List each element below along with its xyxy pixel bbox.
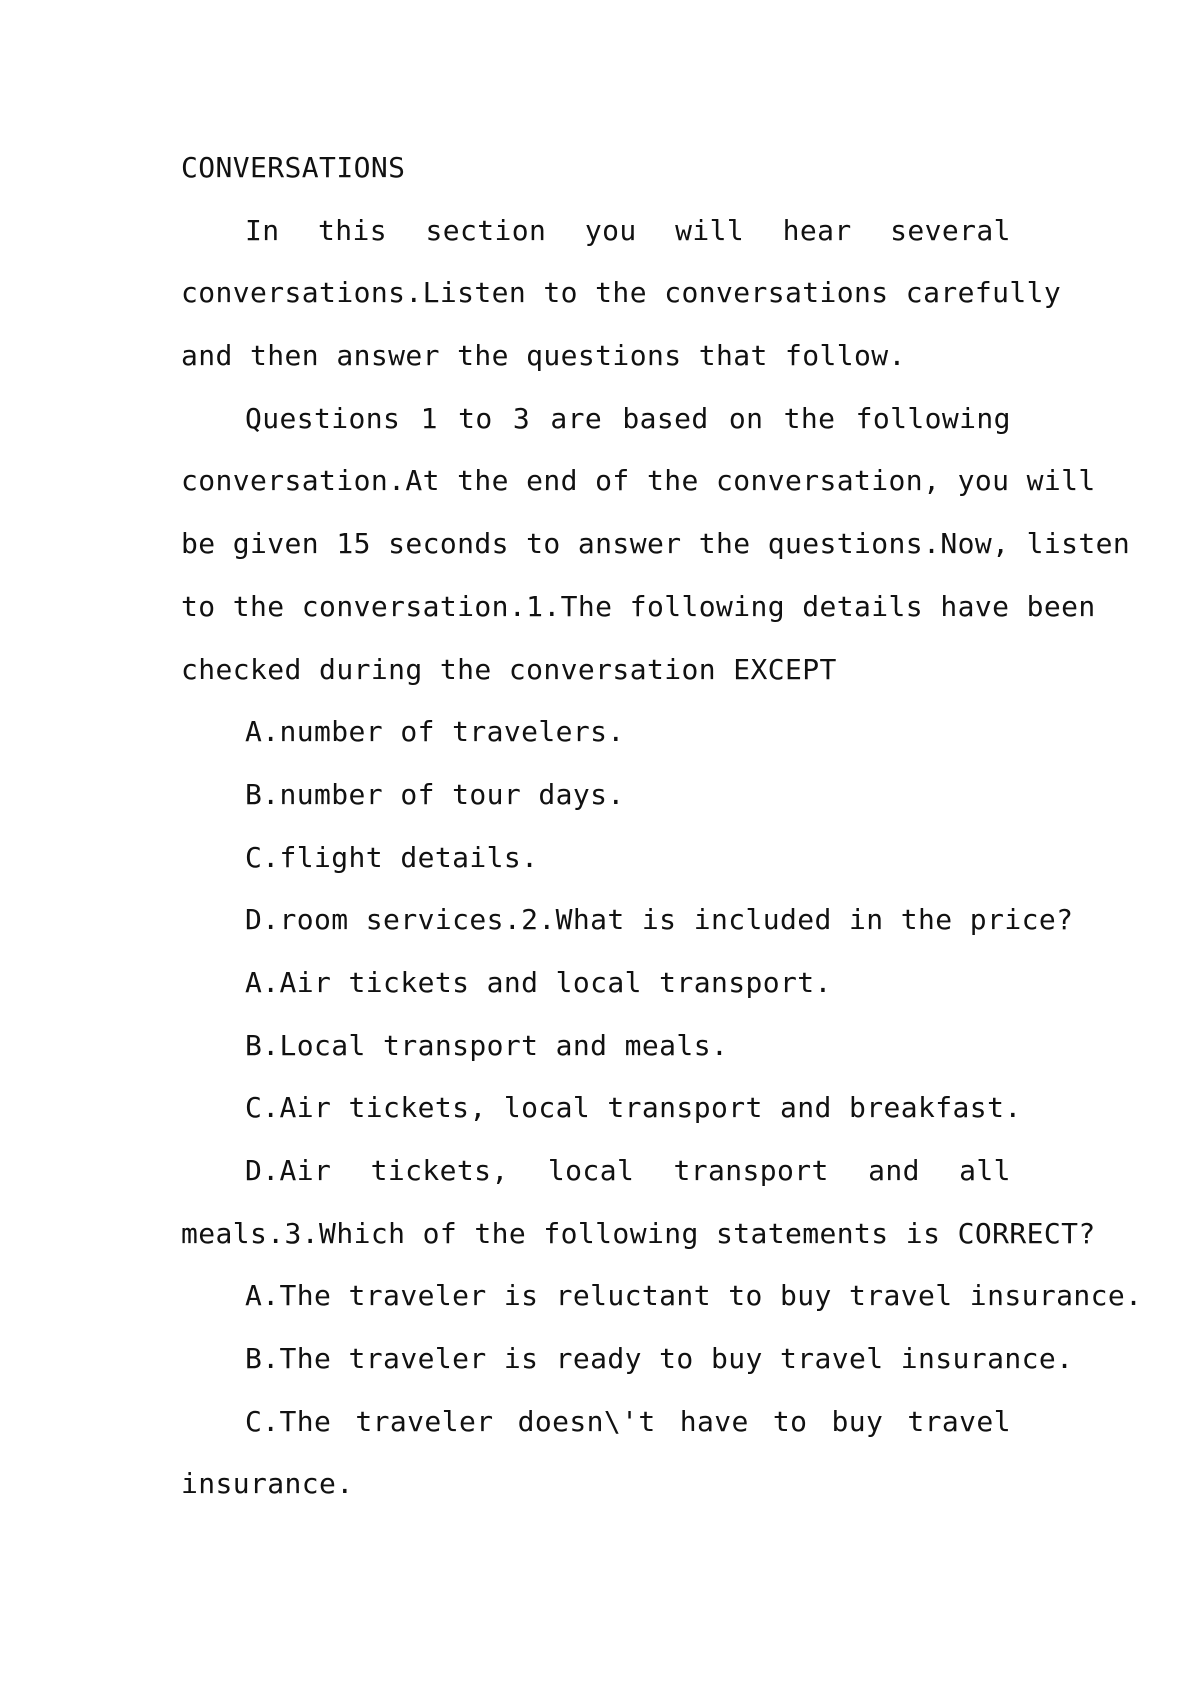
word: 3	[512, 401, 531, 435]
q3-option-b: B.The traveler is ready to buy travel insurance.	[245, 1342, 1074, 1376]
word: are	[550, 401, 603, 435]
word: buy	[831, 1404, 884, 1438]
q2-option-c: C.Air tickets, local transport and breakfast.	[245, 1091, 1022, 1125]
word: In	[245, 213, 280, 247]
word: following	[855, 401, 1011, 435]
word: will	[675, 213, 745, 247]
q3-option-c-line-2: insurance.	[181, 1467, 354, 1501]
word: D.Air	[245, 1154, 332, 1187]
word: local	[547, 1154, 635, 1187]
section-heading: CONVERSATIONS	[181, 151, 406, 184]
q2-option-b: B.Local transport and meals.	[245, 1028, 729, 1062]
word: have	[679, 1404, 749, 1438]
word: travel	[907, 1404, 1011, 1438]
word: all	[959, 1154, 1011, 1187]
word: C.The	[245, 1404, 332, 1438]
intro-line-3: and then answer the questions that follow.	[181, 339, 906, 373]
word: Questions	[245, 401, 401, 435]
q2-option-a: A.Air tickets and local transport.	[245, 965, 832, 999]
word: this	[318, 213, 388, 247]
instructions-line-1	[181, 388, 1011, 451]
instructions-line-5: checked during the conversation EXCEPT	[181, 652, 837, 686]
q1-option-b: B.number of tour days.	[245, 777, 625, 811]
instructions-line-2: conversation.At the end of the conversation, you will	[181, 464, 1096, 498]
word: several	[890, 213, 1011, 247]
word: doesn\'t	[517, 1404, 656, 1438]
word: the	[783, 401, 836, 435]
word: to	[772, 1404, 808, 1438]
word: based	[622, 401, 709, 435]
instructions-line-4: to the conversation.1.The following details have been	[181, 589, 1096, 623]
q1-option-c: C.flight details.	[245, 840, 539, 874]
word: tickets,	[370, 1154, 509, 1187]
q3-option-c-line-1	[181, 1391, 1011, 1454]
document-body	[181, 137, 1143, 1516]
intro-line-1	[181, 200, 1011, 263]
word: transport	[673, 1154, 829, 1187]
instructions-line-3: be given 15 seconds to answer the questions.Now, listen	[181, 527, 1131, 561]
q1-option-d: D.room services.2.What is included in the price?	[245, 903, 1074, 937]
word: 1	[420, 401, 438, 435]
q3-option-a: A.The traveler is reluctant to buy travel insurance.	[245, 1279, 1143, 1313]
q2-option-d-line-1	[181, 1140, 1011, 1203]
word: you	[584, 213, 637, 247]
word: on	[728, 401, 764, 435]
word: and	[868, 1154, 920, 1187]
q1-option-a: A.number of travelers.	[245, 715, 625, 749]
q2-option-d-line-2: meals.3.Which of the following statements is CORRECT?	[181, 1216, 1096, 1250]
word: to	[458, 401, 493, 435]
intro-line-2: conversations.Listen to the conversations carefully	[181, 276, 1062, 310]
word: traveler	[355, 1404, 494, 1438]
word: hear	[782, 213, 852, 247]
word: section	[425, 213, 547, 247]
